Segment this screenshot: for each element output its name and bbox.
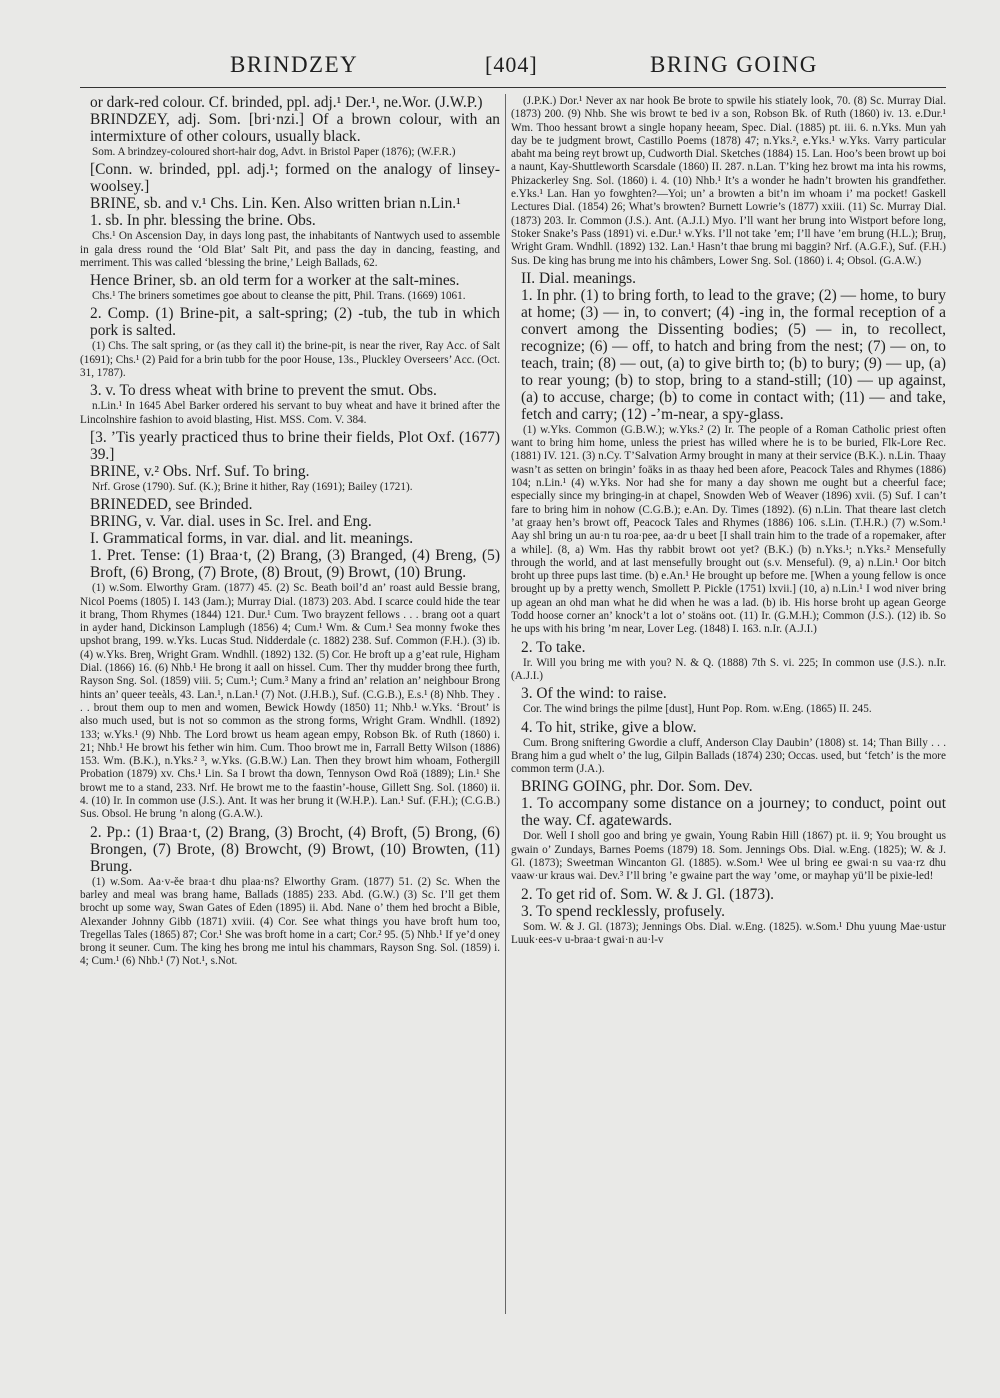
citation-paragraph: Cor. The wind brings the pilme [dust], Hunt Pop. Rom. w.Eng. (1865) II. 245. <box>523 703 872 716</box>
citation-paragraph: (1) w.Som. Aa·v-ĕe braa·t dhu plaa·ns? Elworthy Gram. (1877) 51. (2) Sc. When the barley and meal was brang hame, Ballads (1885) 233. Abd. (G.W.) (3) Sc. I’ll get them brocht up some way, Swan Gates of Eden (1895) ii. Abd. Nane o’ them hed brocht a Bible, Alexander Johnny Gibb (1871) xviii. (4) Cor. See what things you have broft hum too, Tregellas Tales (1865) 87; Cor.¹ She was broft home in a cart; Cor.² 95. (5) Nhb.¹ If ye’d oney brong it seuner. Cum. The king hes brong me intul his chammars, Rayson Sng. Sol. (1859) i. 4; Cum.¹ (6) Nhb.¹ (7) Not.¹, s.Not. <box>80 875 500 968</box>
left-column <box>80 94 500 1329</box>
entry-paragraph: I. Grammatical forms, in var. dial. and lit. meanings. <box>90 530 414 548</box>
entry-paragraph: BRINE, sb. and v.¹ Chs. Lin. Ken. Also written brian n.Lin.¹ <box>90 195 461 213</box>
entry-paragraph: BRINDZEY, adj. Som. [bri·nzi.] Of a brown colour, with an intermixture of other colours, usually black. <box>90 111 500 145</box>
citation-paragraph: Som. W. & J. Gl. (1873); Jennings Obs. Dial. w.Eng. (1825). w.Som.¹ Dhu yuung Mae·ustur Luuk·ees-v u-braa·t gwai·n au·l-v <box>511 920 946 946</box>
header-left-headword: BRINDZEY <box>230 52 359 77</box>
right-column <box>511 94 946 1329</box>
entry-paragraph: II. Dial. meanings. <box>521 269 636 287</box>
citation-paragraph: Chs.¹ On Ascension Day, in days long past, the inhabitants of Nantwych used to assemble in gala dress round the ‘Old Blat’ Salt Pit, and pass the day in dancing, feasting, and merriment. This was called ‘blessing the brine,’ Leigh Ballads, 62. <box>80 230 500 269</box>
citation-paragraph: (1) w.Yks. Common (G.B.W.); w.Yks.² (2) Ir. The people of a Roman Catholic priest often want to bring him home, unless the priest has willed where he is to be buried, Flk-Lore Rec. (1881) IV. 121. (3) n.Cy. T’Salvation Army brought in many at their service (B.K.). n.Lin. Thaay wasn’t as setten on bringin’ foäks in as thaay hed been afore, Peacock Tales and Rhymes (1886) 104; n.Lin.¹ (4) w.Yks. Nor had she for many a day shown me ought but a cheerful face; especially since my bringing-in at chapel, Snowden Web of Weaver (1896) xvii. (5) Suf. I can’t fare to bring him in nohow (C.G.B.); e.An. Dy. Times (1892). (6) n.Lin. That theare last cletch ’at graay hen’s browt off, Peacock Tales and Rhymes (1886) 106. s.Lin. (T.H.R.) (7) w.Som.¹ Aay shl bring un au·n tu roa·pee, aa·dr u beet [I shall train him to the trade of a ropemaker, after a while]. (8, a) Wm. Has thy rabbit browt oot yet? (B.K.) (b) n.Yks.¹; n.Yks.² Mensefully through the world, and at last mensefully brought out (s.v. Menseful). (9, a) n.Lin.¹ Oor bitch broht up three pups last time. (b) e.An.¹ He brought up before me. [When a young fellow is once brought up by a pretty wench, Smollett P. Pickle (1751) lxvii.] (10, a) n.Lin.¹ I wod niver bring up agean an ohd man what he did when he was a lad. (b) ib. His horse broht up agean George Todd hoose corner an’ knock’t a lot o’ stoäns oot. (11) Ir. (G.M.H.); Common (J.S.). (12) ib. So he ups with his bring ’m near, Lover Leg. (1848) I. 163. n.Ir. (A.J.I.) <box>511 423 946 636</box>
citation-paragraph: Nrf. Grose (1790). Suf. (K.); Brine it hither, Ray (1691); Bailey (1721). <box>92 480 413 493</box>
entry-paragraph: [3. ’Tis yearly practiced thus to brine their fields, Plot Oxf. (1677) 39.] <box>90 428 500 463</box>
citation-paragraph: (1) w.Som. Elworthy Gram. (1877) 45. (2) Sc. Beath boil’d an’ roast auld Bessie brang, Nicol Poems (1805) I. 143 (Jam.); Murray Dial. (1873) 203. Abd. I scarce could hide the tear it brang, Thom Rhymes (1844) 121. Dur.¹ Cum. Two brayzent fellows . . . brang oot a quart in ayder hand, Dickinson Lamplugh (1856) 4; Cum.¹ Wm. & Cum.¹ Sea monny fwoke thes upshot brang, 199. w.Yks. Lucas Stud. Nidderdale (c. 1882) 238. Suf. Common (F.H.). (3) ib. (4) w.Yks. Breŋ, Wright Gram. Wndhll. (1892) 132. (5) Cor. He broft up a g’eat rule, Higham Dial. (1866) 16. (6) Nhb.¹ He brong it aall on hissel. Cum. Ther thy mudder brong thee furth, Rayson Sng. Sol. (1859) viii. 5; Cum.¹; Cum.³ Many a frind an’ relation an’ neighbour Brong hints an’ queer teeàls, 43. Lan.¹, n.Lan.¹ (7) Not. (J.H.B.), Suf. (C.G.B.), E.s.¹ (8) Nhb. They . . . brout them oup to men and women, Bewick Howdy (1850) 11; Nhb.¹ w.Yks. ‘Brout’ is also much used, but is not so common as the strong forms, Wright Gram. Wndhll. (1892) 133; w.Yks.¹ (9) Nhb. The Lord browt us heam agean empy, Robson Bk. of Ruth (1860) i. 21; Nhb.¹ He browt his fether win him. Cum. Thoo browt me in, Farrall Betty Wilson (1886) 153. Wm. (B.K.), n.Yks.² ³, w.Yks. (G.B.W.) Lan. Then they browt him whoam, Fothergill Probation (1879) xv. Chs.¹ Lin. Sa I browt tha down, Tennyson Owd Roä (1889); Lin.¹ She browt me to a stand, 233. Nrf. He browt me to the faastin’-house, Gillett Sng. Sol. (1860) ii. 4. (10) Ir. In common use (J.S.). Ant. It was her brung it (W.H.P.). Lan.¹ Suf. (F.H.); (C.G.B.) Sus. Obsol. He brung ’n along (G.A.W.). <box>80 582 500 821</box>
citation-paragraph: Dor. Well I sholl goo and bring ye gwain, Young Rabin Hill (1867) pt. ii. 9; You brought us gwain o’ Zundays, Barnes Poems (1879) 18. Som. Jennings Obs. Dial. w.Eng. (1825); W. & J. Gl. (1873); Sweetman Wincanton Gl. (1885). w.Som.¹ Wee ul bring ee gwai·n su vaa·rz dhu vaaw·ur kraus wai. Dev.³ I’ll bring ’e gwaine part the way ’ome, or mayhap yü’ll be pixie-led! <box>511 830 946 883</box>
entry-paragraph: 2. To take. <box>521 638 586 656</box>
citation-paragraph: Cum. Brong sniftering Gwordie a cluff, Anderson Clay Daubin’ (1808) st. 14; Than Billy . . . Brang him a gud whelt o’ the lug, Gilpin Ballads (1874) 230; Occas. used, but ‘fetch’ is the more common term (J.A.). <box>511 736 946 776</box>
citation-paragraph: Som. A brindzey-coloured short-hair dog, Advt. in Bristol Paper (1876); (W.F.R.) <box>92 146 456 158</box>
page-header <box>80 52 946 82</box>
column-divider <box>505 94 506 1314</box>
entry-paragraph: 2. To get rid of. Som. W. & J. Gl. (1873). <box>521 885 775 903</box>
entry-paragraph: [Conn. w. brinded, ppl. adj.¹; formed on the analogy of linsey-woolsey.] <box>90 161 500 196</box>
entry-paragraph: Hence Briner, sb. an old term for a worker at the salt-mines. <box>90 272 460 290</box>
page-number: [404] <box>485 52 538 77</box>
entry-paragraph: 2. Comp. (1) Brine-pit, a salt-spring; (2) -tub, the tub in which pork is salted. <box>90 305 500 340</box>
citation-paragraph: (J.P.K.) Dor.¹ Never ax nar hook Be brote to spwile his stiately look, 70. (8) Sc. Murray Dial. (1873) 200. (9) Nhb. She wis browt te bed iv a son, Robson Bk. of Ruth (1860) iv. 13. e.Dur.¹ Wm. Thoo hessant browt a single hopany heeam, Spec. Dial. (1885) pt. iii. 6. n.Yks. Mun yah day be te judgment browt, Castillo Poems (1878) 47; n.Yks.², e.Yks.¹ w.Yks. Varry particular abaht ma being reyt browt up, Cudworth Dial. Sketches (1884) 15. Lan. Hoo’s been browt up boi a naunt, Kay-Shuttleworth Scarsdale (1860) II. 287. n.Lan. T’king hez browt ma inta his rowms, Phizackerley Sng. Sol. (1860) i. 4. (10) Nhb.¹ It’s a wonder he hadn’t browten his grandfether. e.Yks.¹ Lan. Han yo fowghten?—Yoi; un’ a browten a bit’n im whoam i’ ma pocket! Gaskell Lectures Dial. (1854) 26; What’s browten? Burnett Lowrie’s (1877) xxiii. (11) Sc. Murray Dial. (1873) 203. Ir. Common (J.S.). Ant. (A.J.I.) Myo. I’ll want her brung into Wistport before long, Stoker Snake’s Pass (1891) vi. e.Dur.¹ w.Yks. I’ll not take ’em; I’ll have ’em brung (H.L.); Bruŋ, Wright Gram. Wndhll. (1892) 132. Lan.¹ Hasn’t thae brung mi baggin? Nrf. (A.G.F.), Suf. (F.H.) Sus. De king has brung me into his châmbers, Lower Sng. Sol. (1860) i. 4; Obsol. (G.A.W.) <box>511 95 946 267</box>
entry-paragraph: or dark-red colour. Cf. brinded, ppl. adj.¹ Der.¹, ne.Wor. (J.W.P.) <box>90 94 483 111</box>
entry-paragraph: 1. To accompany some distance on a journey; to conduct, point out the way. Cf. agatewards. <box>521 795 946 830</box>
entry-paragraph: BRING, v. Var. dial. uses in Sc. Irel. and Eng. <box>90 513 372 531</box>
entry-paragraph: 3. v. To dress wheat with brine to prevent the smut. Obs. <box>90 382 437 400</box>
entry-paragraph: 2. Pp.: (1) Braa·t, (2) Brang, (3) Brocht, (4) Broft, (5) Brong, (6) Brongen, (7) Brote, (8) Browcht, (9) Browt, (10) Browten, (11) Brung. <box>90 823 500 875</box>
entry-paragraph: 3. To spend recklessly, profusely. <box>521 902 725 920</box>
citation-paragraph: (1) Chs. The salt spring, or (as they call it) the brine-pit, is near the river, Ray Acc. of Salt (1691); Chs.¹ (2) Paid for a brin tubb for the poor House, 13s., Pluckley Overseers’ Acc. (Oct. 31, 1787). <box>80 340 500 380</box>
citation-paragraph: Chs.¹ The briners sometimes goe about to cleanse the pitt, Phil. Trans. (1669) 1061. <box>92 290 466 303</box>
entry-paragraph: 1. Pret. Tense: (1) Braa·t, (2) Brang, (3) Branged, (4) Breng, (5) Broft, (6) Brong, (7) Brote, (8) Brout, (9) Browt, (10) Brung. <box>90 547 500 582</box>
citation-paragraph: Ir. Will you bring me with you? N. & Q. (1888) 7th S. vi. 225; In common use (J.S.). n.Ir. (A.J.I.) <box>511 656 946 682</box>
entry-paragraph: BRING GOING, phr. Dor. Som. Dev. <box>521 778 753 796</box>
header-rule <box>80 87 946 88</box>
entry-paragraph: 3. Of the wind: to raise. <box>521 685 667 703</box>
header-right-headword: BRING GOING <box>650 52 818 77</box>
entry-paragraph: 1. sb. In phr. blessing the brine. Obs. <box>90 212 316 230</box>
entry-paragraph: 1. In phr. (1) to bring forth, to lead to the grave; (2) — home, to bury at home; (3) — in, to convert; (4) -ing in, the formal reception of a convert among the Dissenting bodies; (5) — in, to recollect, recognize; (6) — off, to hatch and bring from the nest; (7) — on, to teach, train; (8) — out, (a) to give birth to; (b) to bury; (9) — up, (a) to rear young; (b) to stop, bring to a stand-still; (10) — up against, (a) to accuse, charge; (b) to come in contact with; (11) — and take, fetch and carry; (12) -’m-near, a spy-glass. <box>521 286 946 423</box>
entry-paragraph: BRINEDED, see Brinded. <box>90 496 253 514</box>
entry-paragraph: 4. To hit, strike, give a blow. <box>521 718 697 736</box>
entry-paragraph: BRINE, v.² Obs. Nrf. Suf. To bring. <box>90 462 310 480</box>
citation-paragraph: n.Lin.¹ In 1645 Abel Barker ordered his servant to buy wheat and have it brined after the Lincolnshire fashion to avoid blasting, Hist. MSS. Com. V. 384. <box>80 400 500 426</box>
